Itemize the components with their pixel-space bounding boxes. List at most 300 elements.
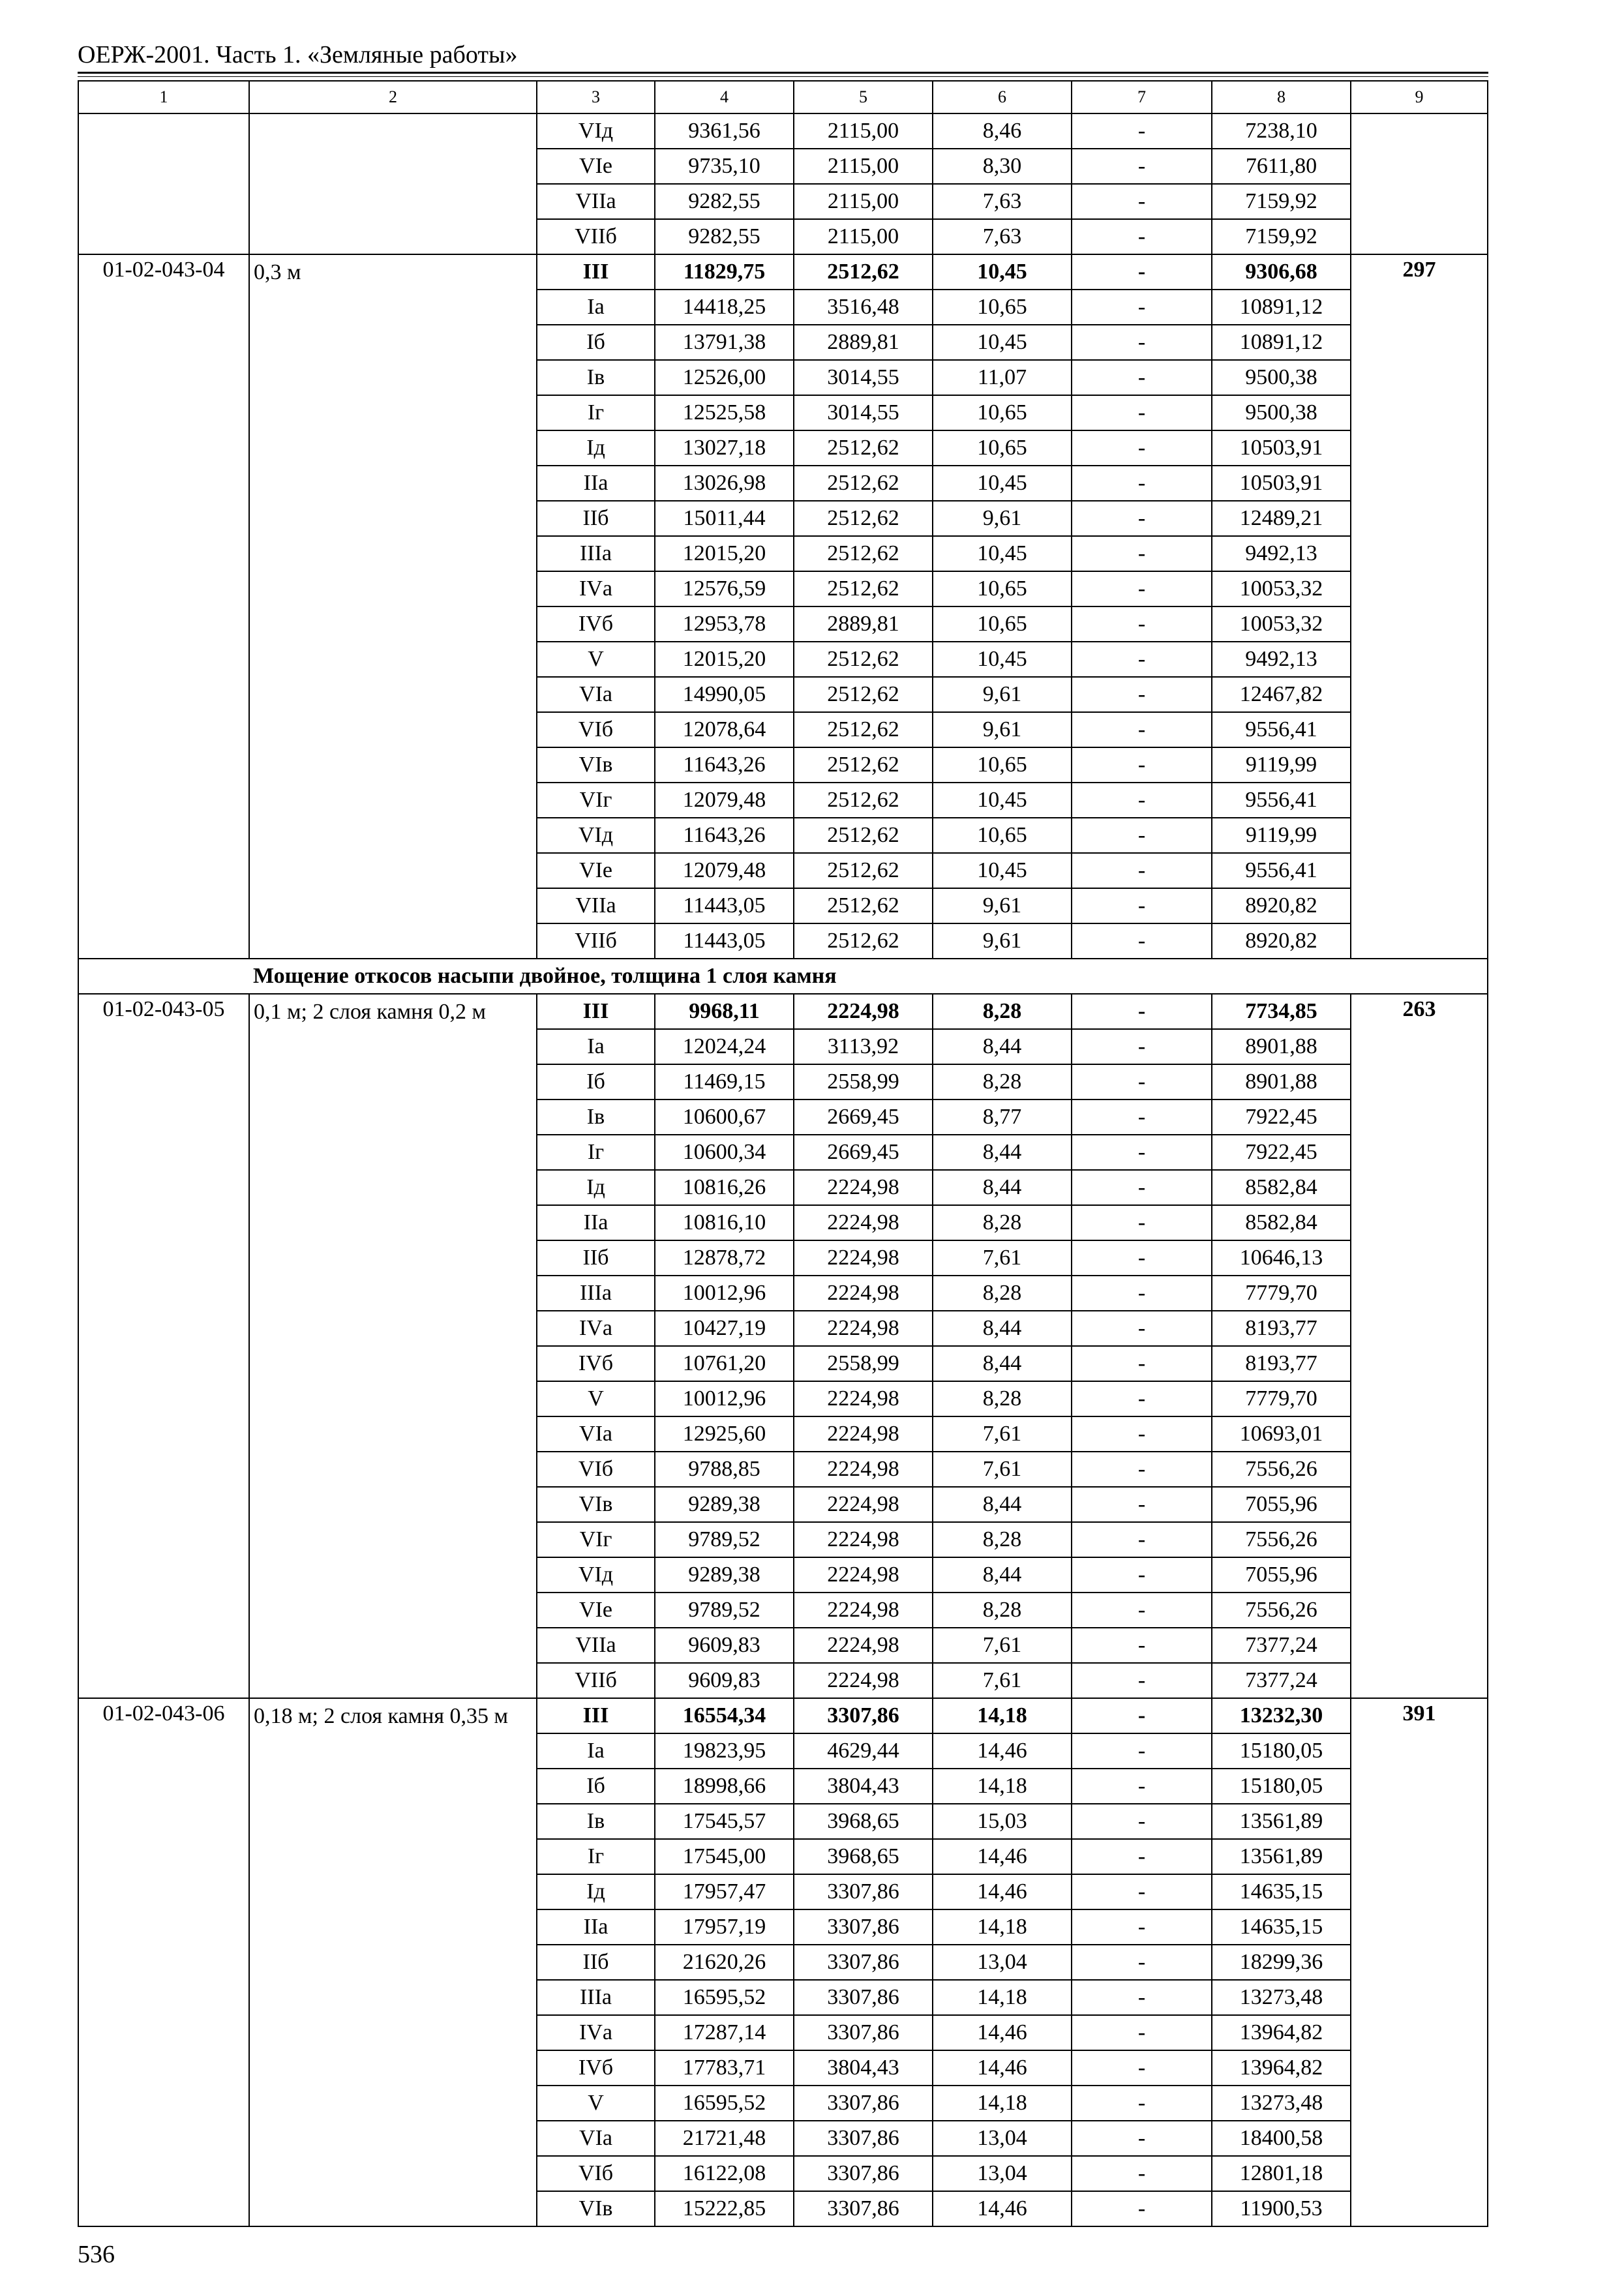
value-cell: 16595,52 bbox=[655, 1980, 794, 2015]
region-code-cell: IIIа bbox=[537, 1980, 655, 2015]
column-number-header: 8 bbox=[1212, 81, 1351, 113]
value-cell: 14,46 bbox=[933, 1839, 1072, 1874]
value-cell: - bbox=[1072, 1522, 1212, 1557]
value-cell: 2115,00 bbox=[794, 219, 933, 254]
value-cell: 10600,34 bbox=[655, 1135, 794, 1170]
value-cell: - bbox=[1072, 2191, 1212, 2226]
region-code-cell: V bbox=[537, 642, 655, 677]
value-cell: 14,18 bbox=[933, 1769, 1072, 1804]
value-cell: 8901,88 bbox=[1212, 1029, 1351, 1064]
value-cell: 8,44 bbox=[933, 1170, 1072, 1205]
value-cell: 10,65 bbox=[933, 571, 1072, 606]
value-cell: 11469,15 bbox=[655, 1064, 794, 1100]
table-row bbox=[78, 113, 1488, 149]
value-cell: 2224,98 bbox=[794, 1663, 933, 1698]
value-cell: 14,46 bbox=[933, 2050, 1072, 2086]
value-cell: 7,63 bbox=[933, 184, 1072, 219]
value-cell: 21620,26 bbox=[655, 1945, 794, 1980]
region-code-cell: VIе bbox=[537, 853, 655, 888]
value-cell: 2115,00 bbox=[794, 149, 933, 184]
value-cell: 9609,83 bbox=[655, 1663, 794, 1698]
section-title-row bbox=[78, 959, 1488, 994]
value-cell: 8,44 bbox=[933, 1311, 1072, 1346]
value-cell: - bbox=[1072, 2121, 1212, 2156]
value-cell: 9,61 bbox=[933, 712, 1072, 747]
value-cell: 2889,81 bbox=[794, 606, 933, 642]
value-cell: 9789,52 bbox=[655, 1593, 794, 1628]
value-cell: 10,65 bbox=[933, 818, 1072, 853]
value-cell: 13,04 bbox=[933, 1945, 1072, 1980]
column-number-header: 2 bbox=[249, 81, 537, 113]
value-cell: 2512,62 bbox=[794, 466, 933, 501]
value-cell: 14,18 bbox=[933, 2086, 1072, 2121]
value-cell: - bbox=[1072, 1029, 1212, 1064]
value-cell: 9289,38 bbox=[655, 1487, 794, 1522]
value-cell: 10,45 bbox=[933, 325, 1072, 360]
value-cell: 10,45 bbox=[933, 466, 1072, 501]
value-cell: - bbox=[1072, 325, 1212, 360]
value-cell: 8,44 bbox=[933, 1487, 1072, 1522]
value-cell: 7377,24 bbox=[1212, 1628, 1351, 1663]
value-cell: 8,28 bbox=[933, 1381, 1072, 1416]
value-cell: 3307,86 bbox=[794, 2086, 933, 2121]
value-cell: 2558,99 bbox=[794, 1346, 933, 1381]
column-number-header: 6 bbox=[933, 81, 1072, 113]
value-cell: 15180,05 bbox=[1212, 1733, 1351, 1769]
table-row bbox=[78, 1698, 1488, 1733]
value-cell: - bbox=[1072, 1205, 1212, 1240]
value-cell: 2224,98 bbox=[794, 1522, 933, 1557]
region-code-cell: IIа bbox=[537, 1909, 655, 1945]
value-cell: 2512,62 bbox=[794, 642, 933, 677]
value-cell: 2512,62 bbox=[794, 747, 933, 783]
value-cell: - bbox=[1072, 818, 1212, 853]
region-code-cell: VIIб bbox=[537, 219, 655, 254]
value-cell: 2889,81 bbox=[794, 325, 933, 360]
value-cell: 12525,58 bbox=[655, 395, 794, 430]
value-cell: 12526,00 bbox=[655, 360, 794, 395]
value-cell: 10427,19 bbox=[655, 1311, 794, 1346]
value-cell: - bbox=[1072, 1487, 1212, 1522]
value-cell: - bbox=[1072, 571, 1212, 606]
column-number-header: 3 bbox=[537, 81, 655, 113]
value-cell: 9735,10 bbox=[655, 149, 794, 184]
value-cell: - bbox=[1072, 2086, 1212, 2121]
region-code-cell: IVб bbox=[537, 606, 655, 642]
region-code-cell: Iг bbox=[537, 1839, 655, 1874]
value-cell: 3307,86 bbox=[794, 2156, 933, 2191]
value-cell: 3307,86 bbox=[794, 1874, 933, 1909]
value-cell: 9,61 bbox=[933, 677, 1072, 712]
value-cell: - bbox=[1072, 113, 1212, 149]
value-cell: 12078,64 bbox=[655, 712, 794, 747]
value-cell: 10,45 bbox=[933, 783, 1072, 818]
value-cell: 7,61 bbox=[933, 1240, 1072, 1276]
value-cell: 17287,14 bbox=[655, 2015, 794, 2050]
value-cell: 13561,89 bbox=[1212, 1804, 1351, 1839]
column-number-row bbox=[78, 81, 1488, 113]
value-cell: 13,04 bbox=[933, 2121, 1072, 2156]
value-cell: 9500,38 bbox=[1212, 395, 1351, 430]
value-cell: - bbox=[1072, 501, 1212, 536]
value-cell: - bbox=[1072, 1874, 1212, 1909]
value-cell: 9361,56 bbox=[655, 113, 794, 149]
region-code-cell: III bbox=[537, 1698, 655, 1733]
value-cell: 9492,13 bbox=[1212, 536, 1351, 571]
region-code-cell: VIв bbox=[537, 2191, 655, 2226]
value-cell: 12925,60 bbox=[655, 1416, 794, 1452]
value-cell: - bbox=[1072, 536, 1212, 571]
value-cell: - bbox=[1072, 712, 1212, 747]
header-rule-thin bbox=[78, 76, 1488, 77]
value-cell: 12953,78 bbox=[655, 606, 794, 642]
value-cell: 9,61 bbox=[933, 501, 1072, 536]
value-cell: 10,45 bbox=[933, 642, 1072, 677]
value-cell: 11829,75 bbox=[655, 254, 794, 290]
region-code-cell: IIб bbox=[537, 501, 655, 536]
region-code-cell: VIе bbox=[537, 1593, 655, 1628]
value-cell: 13273,48 bbox=[1212, 2086, 1351, 2121]
value-cell: 10646,13 bbox=[1212, 1240, 1351, 1276]
value-cell: - bbox=[1072, 1663, 1212, 1698]
region-code-cell: IIб bbox=[537, 1945, 655, 1980]
value-cell: 11643,26 bbox=[655, 818, 794, 853]
value-cell: 3804,43 bbox=[794, 2050, 933, 2086]
table-row bbox=[78, 254, 1488, 290]
value-cell: 12015,20 bbox=[655, 642, 794, 677]
value-cell: 2115,00 bbox=[794, 113, 933, 149]
value-cell: 8193,77 bbox=[1212, 1346, 1351, 1381]
value-cell: 14418,25 bbox=[655, 290, 794, 325]
value-cell: 2224,98 bbox=[794, 994, 933, 1029]
value-cell: 7611,80 bbox=[1212, 149, 1351, 184]
region-code-cell: Iв bbox=[537, 1804, 655, 1839]
region-code-cell: IIIа bbox=[537, 1276, 655, 1311]
region-code-cell: VIв bbox=[537, 747, 655, 783]
value-cell: - bbox=[1072, 430, 1212, 466]
value-cell: - bbox=[1072, 1100, 1212, 1135]
value-cell: - bbox=[1072, 1839, 1212, 1874]
value-cell: 15011,44 bbox=[655, 501, 794, 536]
region-code-cell: Iа bbox=[537, 1733, 655, 1769]
region-code-cell: VIг bbox=[537, 783, 655, 818]
value-cell: 10053,32 bbox=[1212, 571, 1351, 606]
value-cell: 17783,71 bbox=[655, 2050, 794, 2086]
region-code-cell: Iд bbox=[537, 1170, 655, 1205]
value-cell: 16595,52 bbox=[655, 2086, 794, 2121]
region-code-cell: V bbox=[537, 1381, 655, 1416]
region-code-cell: Iб bbox=[537, 1769, 655, 1804]
value-cell: 14635,15 bbox=[1212, 1874, 1351, 1909]
value-cell: - bbox=[1072, 254, 1212, 290]
value-cell: 8,28 bbox=[933, 1522, 1072, 1557]
value-cell: 2224,98 bbox=[794, 1487, 933, 1522]
value-cell: 12801,18 bbox=[1212, 2156, 1351, 2191]
value-cell: 3307,86 bbox=[794, 1698, 933, 1733]
value-cell: 3804,43 bbox=[794, 1769, 933, 1804]
value-cell: 3968,65 bbox=[794, 1839, 933, 1874]
value-cell: 9119,99 bbox=[1212, 818, 1351, 853]
value-cell: 10761,20 bbox=[655, 1346, 794, 1381]
labor-cost-cell: 263 bbox=[1351, 994, 1488, 1698]
value-cell: 3307,86 bbox=[794, 2121, 933, 2156]
value-cell: 11,07 bbox=[933, 360, 1072, 395]
value-cell: 2669,45 bbox=[794, 1135, 933, 1170]
value-cell: 3014,55 bbox=[794, 360, 933, 395]
value-cell: 12576,59 bbox=[655, 571, 794, 606]
value-cell: 2224,98 bbox=[794, 1170, 933, 1205]
value-cell: 8,28 bbox=[933, 1593, 1072, 1628]
region-code-cell: VIд bbox=[537, 113, 655, 149]
value-cell: 3307,86 bbox=[794, 1980, 933, 2015]
value-cell: 11443,05 bbox=[655, 888, 794, 923]
value-cell: 8,28 bbox=[933, 1276, 1072, 1311]
value-cell: 9556,41 bbox=[1212, 712, 1351, 747]
value-cell: 18400,58 bbox=[1212, 2121, 1351, 2156]
value-cell: 2224,98 bbox=[794, 1416, 933, 1452]
column-number-header: 5 bbox=[794, 81, 933, 113]
value-cell: 14,46 bbox=[933, 1733, 1072, 1769]
value-cell: - bbox=[1072, 747, 1212, 783]
value-cell: - bbox=[1072, 923, 1212, 959]
value-cell: 7,61 bbox=[933, 1452, 1072, 1487]
value-cell: 13964,82 bbox=[1212, 2015, 1351, 2050]
value-cell: 18998,66 bbox=[655, 1769, 794, 1804]
value-cell: - bbox=[1072, 783, 1212, 818]
value-cell: 10,45 bbox=[933, 853, 1072, 888]
value-cell: 2115,00 bbox=[794, 184, 933, 219]
value-cell: 7922,45 bbox=[1212, 1100, 1351, 1135]
value-cell: 8,44 bbox=[933, 1135, 1072, 1170]
value-cell: 12015,20 bbox=[655, 536, 794, 571]
value-cell: - bbox=[1072, 149, 1212, 184]
rate-description: 0,3 м bbox=[249, 254, 537, 959]
value-cell: 10,65 bbox=[933, 430, 1072, 466]
value-cell: 13026,98 bbox=[655, 466, 794, 501]
value-cell: 10,65 bbox=[933, 290, 1072, 325]
region-code-cell: VIд bbox=[537, 1557, 655, 1593]
region-code-cell: IVб bbox=[537, 1346, 655, 1381]
value-cell: 3014,55 bbox=[794, 395, 933, 430]
value-cell: 10891,12 bbox=[1212, 290, 1351, 325]
value-cell: 10891,12 bbox=[1212, 325, 1351, 360]
value-cell: 13964,82 bbox=[1212, 2050, 1351, 2086]
region-code-cell: Iб bbox=[537, 325, 655, 360]
value-cell: 2224,98 bbox=[794, 1205, 933, 1240]
value-cell: - bbox=[1072, 1945, 1212, 1980]
value-cell: 14,18 bbox=[933, 1698, 1072, 1733]
value-cell: 7238,10 bbox=[1212, 113, 1351, 149]
value-cell: 9609,83 bbox=[655, 1628, 794, 1663]
value-cell: 7,61 bbox=[933, 1416, 1072, 1452]
value-cell: 8920,82 bbox=[1212, 888, 1351, 923]
value-cell: 9,61 bbox=[933, 923, 1072, 959]
value-cell: 9282,55 bbox=[655, 219, 794, 254]
rates-grid bbox=[78, 80, 1488, 2227]
rate-description bbox=[249, 113, 537, 254]
value-cell: 10,45 bbox=[933, 536, 1072, 571]
region-code-cell: Iг bbox=[537, 395, 655, 430]
value-cell: 3307,86 bbox=[794, 1909, 933, 1945]
value-cell: - bbox=[1072, 1452, 1212, 1487]
page-header-title: ОЕРЖ-2001. Часть 1. «Земляные работы» bbox=[78, 41, 518, 68]
value-cell: 8,44 bbox=[933, 1029, 1072, 1064]
labor-cost-cell: 297 bbox=[1351, 254, 1488, 959]
value-cell: 2512,62 bbox=[794, 783, 933, 818]
rates-table bbox=[78, 80, 1487, 2227]
value-cell: - bbox=[1072, 1769, 1212, 1804]
value-cell: - bbox=[1072, 1170, 1212, 1205]
value-cell: 13273,48 bbox=[1212, 1980, 1351, 2015]
value-cell: 2512,62 bbox=[794, 430, 933, 466]
value-cell: - bbox=[1072, 853, 1212, 888]
value-cell: - bbox=[1072, 2015, 1212, 2050]
region-code-cell: VIг bbox=[537, 1522, 655, 1557]
region-code-cell: VIIа bbox=[537, 888, 655, 923]
value-cell: 15,03 bbox=[933, 1804, 1072, 1839]
value-cell: 2512,62 bbox=[794, 571, 933, 606]
value-cell: 14,46 bbox=[933, 2191, 1072, 2226]
region-code-cell: VIIб bbox=[537, 1663, 655, 1698]
value-cell: 10,65 bbox=[933, 606, 1072, 642]
region-code-cell: Iа bbox=[537, 1029, 655, 1064]
value-cell: 7556,26 bbox=[1212, 1522, 1351, 1557]
value-cell: 14635,15 bbox=[1212, 1909, 1351, 1945]
value-cell: 10816,26 bbox=[655, 1170, 794, 1205]
value-cell: - bbox=[1072, 606, 1212, 642]
value-cell: 7,63 bbox=[933, 219, 1072, 254]
value-cell: 9788,85 bbox=[655, 1452, 794, 1487]
region-code-cell: IIа bbox=[537, 466, 655, 501]
value-cell: 13027,18 bbox=[655, 430, 794, 466]
region-code-cell: Iд bbox=[537, 1874, 655, 1909]
value-cell: 9789,52 bbox=[655, 1522, 794, 1557]
value-cell: 12079,48 bbox=[655, 783, 794, 818]
value-cell: 2224,98 bbox=[794, 1276, 933, 1311]
value-cell: 2224,98 bbox=[794, 1593, 933, 1628]
table-row bbox=[78, 994, 1488, 1029]
value-cell: 2224,98 bbox=[794, 1381, 933, 1416]
value-cell: 14,46 bbox=[933, 1874, 1072, 1909]
value-cell: - bbox=[1072, 290, 1212, 325]
region-code-cell: IVа bbox=[537, 571, 655, 606]
value-cell: - bbox=[1072, 2156, 1212, 2191]
value-cell: 15180,05 bbox=[1212, 1769, 1351, 1804]
labor-cost-cell bbox=[1351, 113, 1488, 254]
column-number-header: 7 bbox=[1072, 81, 1212, 113]
value-cell: - bbox=[1072, 888, 1212, 923]
column-number-header: 9 bbox=[1351, 81, 1488, 113]
region-code-cell: Iг bbox=[537, 1135, 655, 1170]
value-cell: 2224,98 bbox=[794, 1452, 933, 1487]
value-cell: 11443,05 bbox=[655, 923, 794, 959]
value-cell: - bbox=[1072, 1346, 1212, 1381]
region-code-cell: VIе bbox=[537, 149, 655, 184]
value-cell: 2512,62 bbox=[794, 677, 933, 712]
value-cell: 9492,13 bbox=[1212, 642, 1351, 677]
header-rule-thick bbox=[78, 72, 1488, 74]
value-cell: 21721,48 bbox=[655, 2121, 794, 2156]
value-cell: 7055,96 bbox=[1212, 1557, 1351, 1593]
value-cell: 2558,99 bbox=[794, 1064, 933, 1100]
region-code-cell: VIб bbox=[537, 2156, 655, 2191]
region-code-cell: Iд bbox=[537, 430, 655, 466]
region-code-cell: VIIа bbox=[537, 184, 655, 219]
value-cell: 8,46 bbox=[933, 113, 1072, 149]
value-cell: 12878,72 bbox=[655, 1240, 794, 1276]
region-code-cell: III bbox=[537, 254, 655, 290]
value-cell: 2224,98 bbox=[794, 1240, 933, 1276]
value-cell: - bbox=[1072, 1804, 1212, 1839]
value-cell: 12467,82 bbox=[1212, 677, 1351, 712]
value-cell: 8,77 bbox=[933, 1100, 1072, 1135]
value-cell: 8,30 bbox=[933, 149, 1072, 184]
value-cell: 3307,86 bbox=[794, 1945, 933, 1980]
labor-cost-cell: 391 bbox=[1351, 1698, 1488, 2226]
value-cell: - bbox=[1072, 677, 1212, 712]
value-cell: 13791,38 bbox=[655, 325, 794, 360]
value-cell: 7377,24 bbox=[1212, 1663, 1351, 1698]
value-cell: 7055,96 bbox=[1212, 1487, 1351, 1522]
region-code-cell: VIд bbox=[537, 818, 655, 853]
value-cell: 7779,70 bbox=[1212, 1381, 1351, 1416]
value-cell: 9282,55 bbox=[655, 184, 794, 219]
value-cell: - bbox=[1072, 1733, 1212, 1769]
table-body bbox=[78, 81, 1488, 2226]
value-cell: 19823,95 bbox=[655, 1733, 794, 1769]
value-cell: - bbox=[1072, 1064, 1212, 1100]
value-cell: - bbox=[1072, 1381, 1212, 1416]
value-cell: 9,61 bbox=[933, 888, 1072, 923]
value-cell: 7556,26 bbox=[1212, 1452, 1351, 1487]
region-code-cell: IIа bbox=[537, 1205, 655, 1240]
value-cell: - bbox=[1072, 1276, 1212, 1311]
region-code-cell: IVа bbox=[537, 1311, 655, 1346]
region-code-cell: VIIа bbox=[537, 1628, 655, 1663]
value-cell: - bbox=[1072, 395, 1212, 430]
rate-code bbox=[78, 113, 249, 254]
value-cell: - bbox=[1072, 1980, 1212, 2015]
value-cell: 13,04 bbox=[933, 2156, 1072, 2191]
value-cell: 7,61 bbox=[933, 1628, 1072, 1663]
region-code-cell: VIб bbox=[537, 712, 655, 747]
value-cell: 8582,84 bbox=[1212, 1170, 1351, 1205]
value-cell: 9556,41 bbox=[1212, 783, 1351, 818]
value-cell: 2224,98 bbox=[794, 1311, 933, 1346]
value-cell: 2512,62 bbox=[794, 712, 933, 747]
value-cell: 2224,98 bbox=[794, 1557, 933, 1593]
value-cell: 7922,45 bbox=[1212, 1135, 1351, 1170]
value-cell: - bbox=[1072, 1135, 1212, 1170]
value-cell: 10503,91 bbox=[1212, 466, 1351, 501]
value-cell: - bbox=[1072, 1240, 1212, 1276]
value-cell: 2512,62 bbox=[794, 923, 933, 959]
value-cell: - bbox=[1072, 1628, 1212, 1663]
value-cell: 11643,26 bbox=[655, 747, 794, 783]
value-cell: 10,65 bbox=[933, 747, 1072, 783]
value-cell: 2224,98 bbox=[794, 1628, 933, 1663]
value-cell: 3113,92 bbox=[794, 1029, 933, 1064]
rate-code: 01-02-043-04 bbox=[78, 254, 249, 959]
value-cell: 3968,65 bbox=[794, 1804, 933, 1839]
value-cell: 2512,62 bbox=[794, 888, 933, 923]
value-cell: 18299,36 bbox=[1212, 1945, 1351, 1980]
section-spacer bbox=[78, 959, 249, 994]
value-cell: 10012,96 bbox=[655, 1276, 794, 1311]
rate-code: 01-02-043-06 bbox=[78, 1698, 249, 2226]
region-code-cell: Iв bbox=[537, 360, 655, 395]
value-cell: 9306,68 bbox=[1212, 254, 1351, 290]
